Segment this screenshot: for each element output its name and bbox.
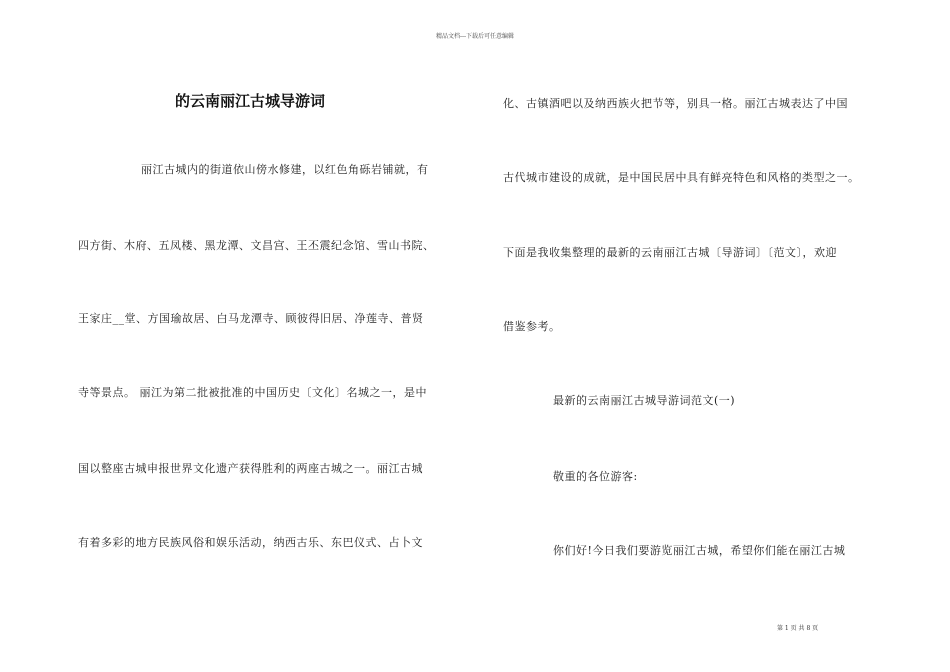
left-line-4: 寺等景点。 丽江为第二批被批准的中国历史〔文化〕名城之一，是中 [78,386,427,399]
document-title: 的云南丽江古城导游词 [175,92,326,110]
right-line-4: 借鉴参考。 [503,320,561,333]
page-number: 第 1 页 共 8 页 [777,625,819,632]
left-line-1: 丽江古城内的街道依山傍水修建，以红色角砾岩铺就，有 [141,163,429,176]
right-line-2: 古代城市建设的成就，是中国民居中具有鲜亮特色和风格的类型之一。 [503,171,860,184]
left-line-3: 王家庄__堂、方国瑜故居、白马龙潭寺、顾彼得旧居、净莲寺、普贤 [78,312,424,325]
page-header: 精品文档---下载后可任意编辑 [435,33,515,40]
left-line-6: 有着多彩的地方民族风俗和娱乐活动，纳西古乐、东巴仪式、占卜文 [78,536,423,549]
greeting-line: 敬重的各位游客: [553,470,638,483]
section-heading: 最新的云南丽江古城导游词范文(一) [553,394,736,407]
left-line-5: 国以整座古城申报世界文化遗产获得胜利的两座古城之一。丽江古城 [78,462,423,475]
left-line-2: 四方街、木府、五凤楼、黑龙潭、文昌宫、王丕震纪念馆、雪山书院、 [78,239,435,252]
right-line-1: 化、古镇酒吧以及纳西族火把节等，别具一格。丽江古城表达了中国 [503,97,848,110]
right-line-3: 下面是我收集整理的最新的云南丽江古城〔导游词〕〔范文〕，欢迎 [503,246,837,259]
right-line-7: 你们好!今日我们要游览丽江古城，希望你们能在丽江古城 [553,544,846,557]
